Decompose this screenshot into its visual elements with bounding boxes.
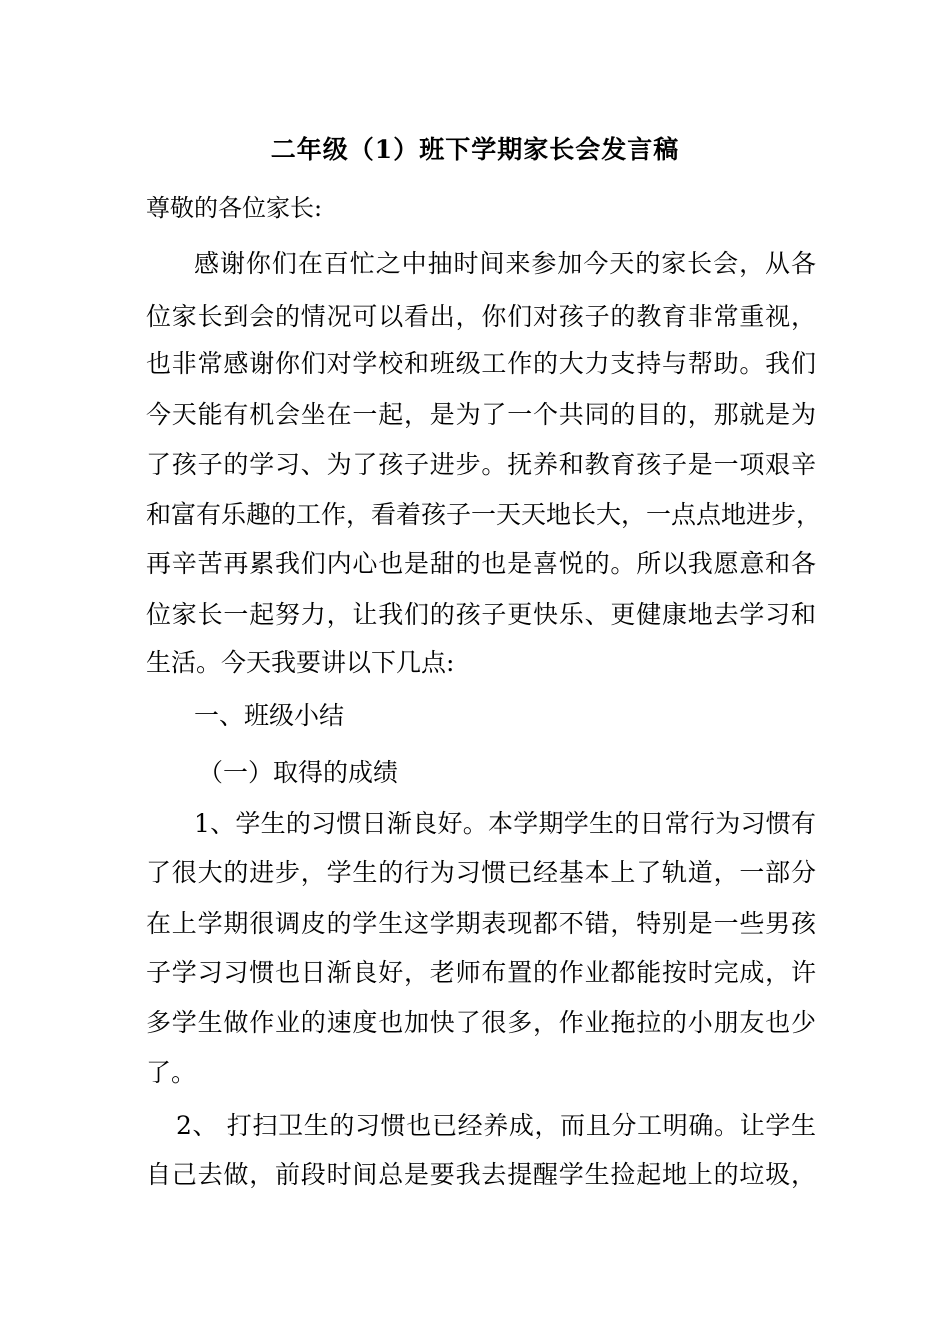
intro-line: 和富有乐趣的工作，看着孩子一天天地长大，一点点地进步， xyxy=(146,500,822,529)
intro-line: 了孩子的学习、为了孩子进步。抚养和教育孩子是一项艰辛 xyxy=(146,450,816,479)
greeting: 尊敬的各位家长: xyxy=(146,194,323,222)
point-1-line: 了很大的进步，学生的行为习惯已经基本上了轨道，一部分 xyxy=(146,858,816,887)
intro-line: 也非常感谢你们对学校和班级工作的大力支持与帮助。我们 xyxy=(146,349,816,378)
point-1-line: 了。 xyxy=(146,1058,197,1087)
point-1-line: 子学习习惯也日渐良好，老师布置的作业都能按时完成，许 xyxy=(146,958,816,987)
section-heading: 一、班级小结 xyxy=(194,701,345,730)
intro-line: 感谢你们在百忙之中抽时间来参加今天的家长会，从各 xyxy=(194,249,816,278)
intro-line: 生活。今天我要讲以下几点: xyxy=(146,648,455,677)
point-2-line: 自己去做，前段时间总是要我去提醒学生捡起地上的垃圾， xyxy=(146,1160,816,1189)
point-1-line: 多学生做作业的速度也加快了很多，作业拖拉的小朋友也少 xyxy=(146,1008,816,1037)
intro-line: 再辛苦再累我们内心也是甜的也是喜悦的。所以我愿意和各 xyxy=(146,549,816,578)
intro-line: 今天能有机会坐在一起，是为了一个共同的目的，那就是为 xyxy=(146,400,816,429)
subsection-heading: （一）取得的成绩 xyxy=(198,758,399,787)
document-title: 二年级（1）班下学期家长会发言稿 xyxy=(270,135,680,164)
intro-line: 位家长到会的情况可以看出，你们对孩子的教育非常重视， xyxy=(146,302,816,331)
point-2-line: 2、 打扫卫生的习惯也已经养成，而且分工明确。让学生 xyxy=(176,1111,816,1140)
point-1-line: 1、学生的习惯日渐良好。本学期学生的日常行为习惯有 xyxy=(194,809,816,838)
point-1-line: 在上学期很调皮的学生这学期表现都不错，特别是一些男孩 xyxy=(146,909,816,938)
intro-line: 位家长一起努力，让我们的孩子更快乐、更健康地去学习和 xyxy=(146,600,816,629)
